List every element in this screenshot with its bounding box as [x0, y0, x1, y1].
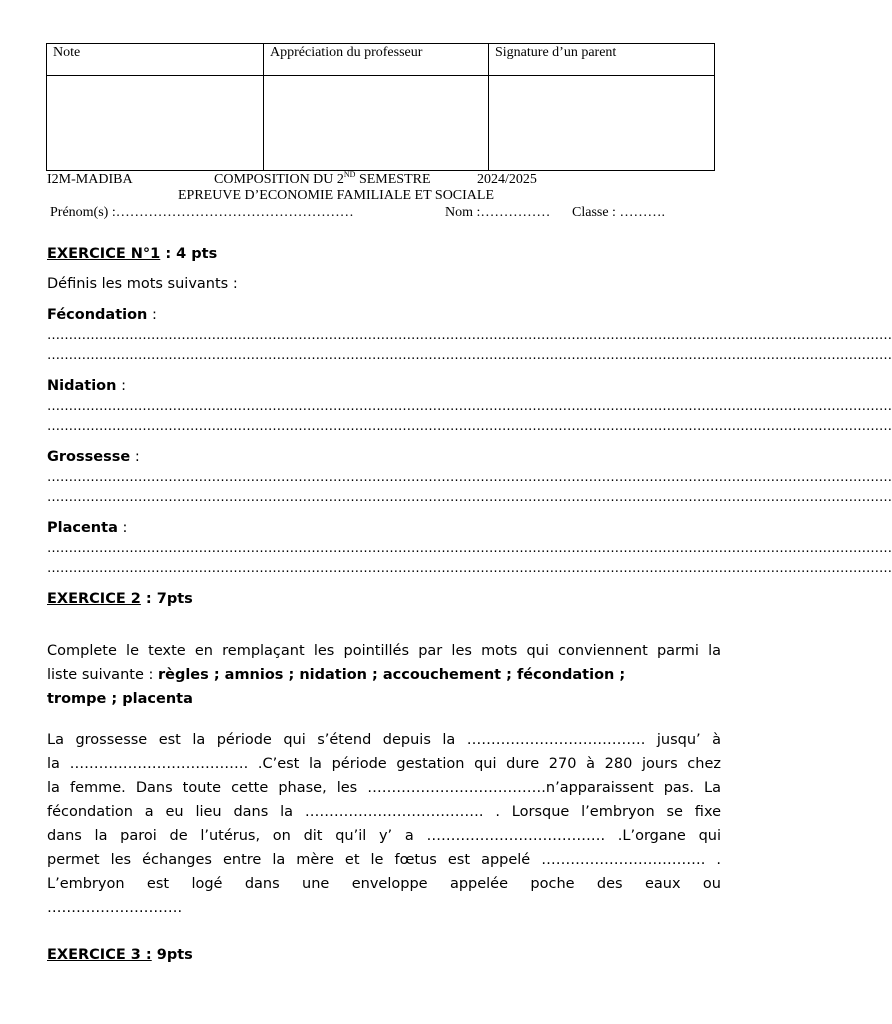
- text-line: La grossesse est la période qui s’étend depuis la ………………………………. jusqu’ à: [47, 732, 721, 748]
- composition-title: COMPOSITION DU 2ND SEMESTRE: [214, 170, 431, 187]
- subject-title: EPREUVE D’ECONOMIE FAMILIALE ET SOCIALE: [178, 188, 495, 203]
- answer-line[interactable]: ……………………………………………………………………………………………………………………………………………………………………………: [47, 348, 892, 363]
- answer-line[interactable]: ……………………………………………………………………………………………………………………………………………………………………………: [47, 419, 892, 434]
- exercise-3-title: EXERCICE 3 : 9pts: [47, 947, 193, 963]
- parent-signature-header: Signature d’un parent: [489, 44, 715, 76]
- exercise-2-title: EXERCICE 2 : 7pts: [47, 591, 193, 607]
- exercise-2-text: [47, 728, 721, 920]
- text-line: ……………………….: [47, 900, 183, 916]
- note-header: Note: [47, 44, 264, 76]
- answer-line[interactable]: ……………………………………………………………………………………………………………………………………………………………………………: [47, 561, 892, 576]
- school-name: I2M-MADIBA: [47, 172, 133, 187]
- instruction-line: trompe ; placenta: [47, 691, 193, 707]
- exercise-1-instruction: Définis les mots suivants :: [47, 276, 238, 292]
- instruction-line: liste suivante : règles ; amnios ; nidation ; accouchement ; fécondation ;: [47, 667, 626, 683]
- nom-field[interactable]: Nom :……………: [445, 205, 551, 220]
- exercise-1-title: EXERCICE N°1 : 4 pts: [47, 246, 218, 262]
- text-line: fécondation a eu lieu dans la ………………………………. . Lorsque l’embryon se fixe: [47, 804, 721, 820]
- classe-field[interactable]: Classe : ……….: [572, 205, 665, 220]
- prenom-field[interactable]: Prénom(s) :……………………………………………: [50, 205, 354, 220]
- teacher-appreciation-cell[interactable]: [264, 76, 489, 171]
- text-line: permet les échanges entre la mère et le fœtus est appelé ……………………………. .: [47, 852, 721, 868]
- exercise-2-instruction: [47, 639, 721, 711]
- text-line: la ………………………………. .C’est la période gestation qui dure 270 à 280 jours chez: [47, 756, 721, 772]
- term-grossesse: Grossesse :: [47, 449, 140, 465]
- term-fecondation: Fécondation :: [47, 307, 157, 323]
- answer-line[interactable]: ……………………………………………………………………………………………………………………………………………………………………………: [47, 490, 892, 505]
- note-cell[interactable]: [47, 76, 264, 171]
- instruction-line: Complete le texte en remplaçant les pointillés par les mots qui conviennent parmi la: [47, 643, 721, 659]
- text-line: L’embryon est logé dans une enveloppe appelée poche des eaux ou: [47, 876, 721, 892]
- answer-line[interactable]: ……………………………………………………………………………………………………………………………………………………………………………: [47, 399, 892, 414]
- parent-signature-cell[interactable]: [489, 76, 715, 171]
- answer-line[interactable]: ……………………………………………………………………………………………………………………………………………………………………………: [47, 328, 892, 343]
- grade-table: [46, 43, 715, 171]
- answer-line[interactable]: ……………………………………………………………………………………………………………………………………………………………………………: [47, 541, 892, 556]
- text-line: dans la paroi de l’utérus, on dit qu’il y’ a ………………………………. .L’organe qui: [47, 828, 721, 844]
- school-year: 2024/2025: [477, 172, 537, 187]
- teacher-appreciation-header: Appréciation du professeur: [264, 44, 489, 76]
- answer-line[interactable]: ……………………………………………………………………………………………………………………………………………………………………………: [47, 470, 892, 485]
- term-nidation: Nidation :: [47, 378, 126, 394]
- text-line: la femme. Dans toute cette phase, les ……………………………….n’apparaissent pas. La: [47, 780, 721, 796]
- term-placenta: Placenta :: [47, 520, 128, 536]
